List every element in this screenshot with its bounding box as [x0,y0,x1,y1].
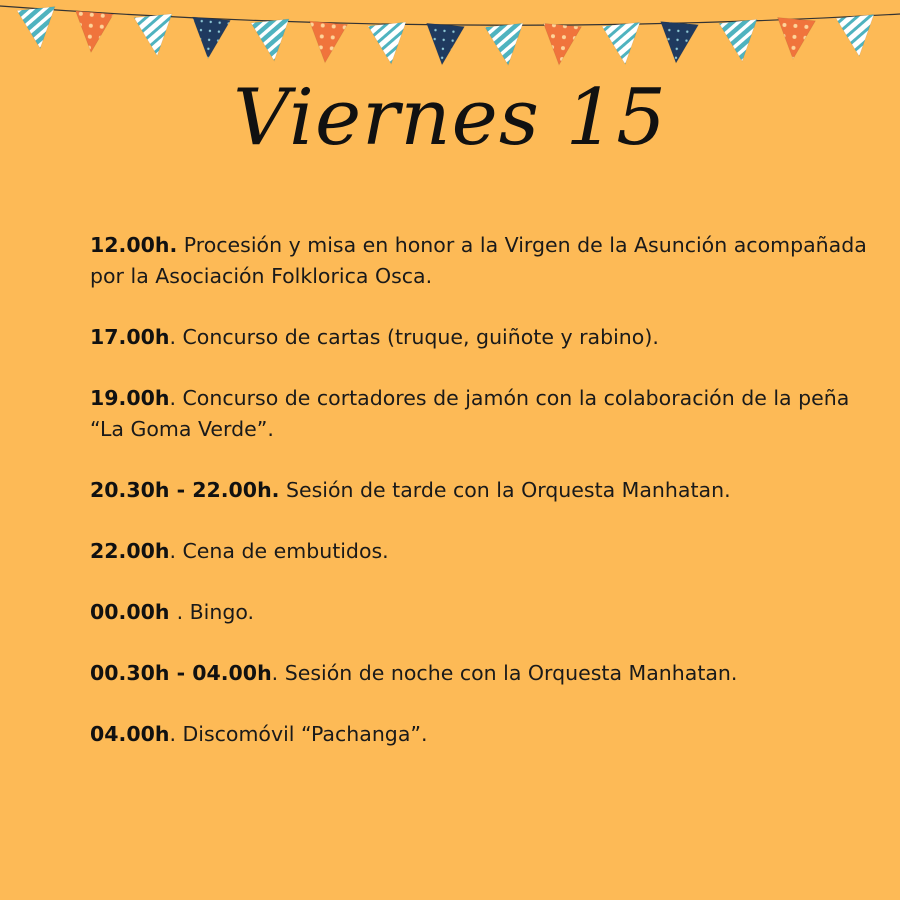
bunting-flag [657,21,698,64]
event-item [90,597,880,628]
event-description: . Concurso de cartas (truque, guiñote y rabino). [169,325,659,349]
event-time: 12.00h. [90,233,178,257]
bunting-flag [17,7,59,51]
event-item [90,322,880,353]
schedule-list [90,230,880,780]
bunting-flag [602,22,644,66]
event-item [90,536,880,567]
bunting-flag [134,14,176,58]
event-time: 17.00h [90,325,170,349]
event-item [90,475,880,506]
event-description: . Bingo. [176,600,255,624]
bunting-flag [423,23,464,66]
event-time: 00.00h [90,600,177,624]
bunting-flag [485,23,527,67]
event-item [90,658,880,689]
event-time: 19.00h [90,386,170,410]
event-item [90,230,880,292]
event-description: Sesión de tarde con la Orquesta Manhatan. [279,478,731,502]
bunting-flag [251,19,293,63]
bunting-flag [189,17,230,60]
event-description: Procesión y misa en honor a la Virgen de la Asunción acompañada por la Asociación Folklorica Osca. [90,233,867,288]
bunting-flag [540,23,581,66]
bunting-flag [72,11,113,54]
page-title: Viernes 15 [233,73,667,163]
event-time: 20.30h - 22.00h. [90,478,280,502]
event-description: . Cena de embutidos. [169,539,389,563]
event-description: . Sesión de noche con la Orquesta Manhatan. [271,661,738,685]
event-time: 04.00h [90,722,170,746]
bunting-flag [774,18,815,61]
event-item [90,719,880,750]
garland-string [0,6,900,25]
bunting-flag [719,19,761,63]
event-description: . Discomóvil “Pachanga”. [169,722,428,746]
event-time: 00.30h - 04.00h [90,661,272,685]
event-description: . Concurso de cortadores de jamón con la colaboración de la peña “La Goma Verde”. [90,386,850,441]
event-item [90,383,880,445]
bunting-flag [368,22,410,66]
bunting-flag [836,14,878,58]
event-time: 22.00h [90,539,170,563]
bunting-flag [306,21,347,64]
